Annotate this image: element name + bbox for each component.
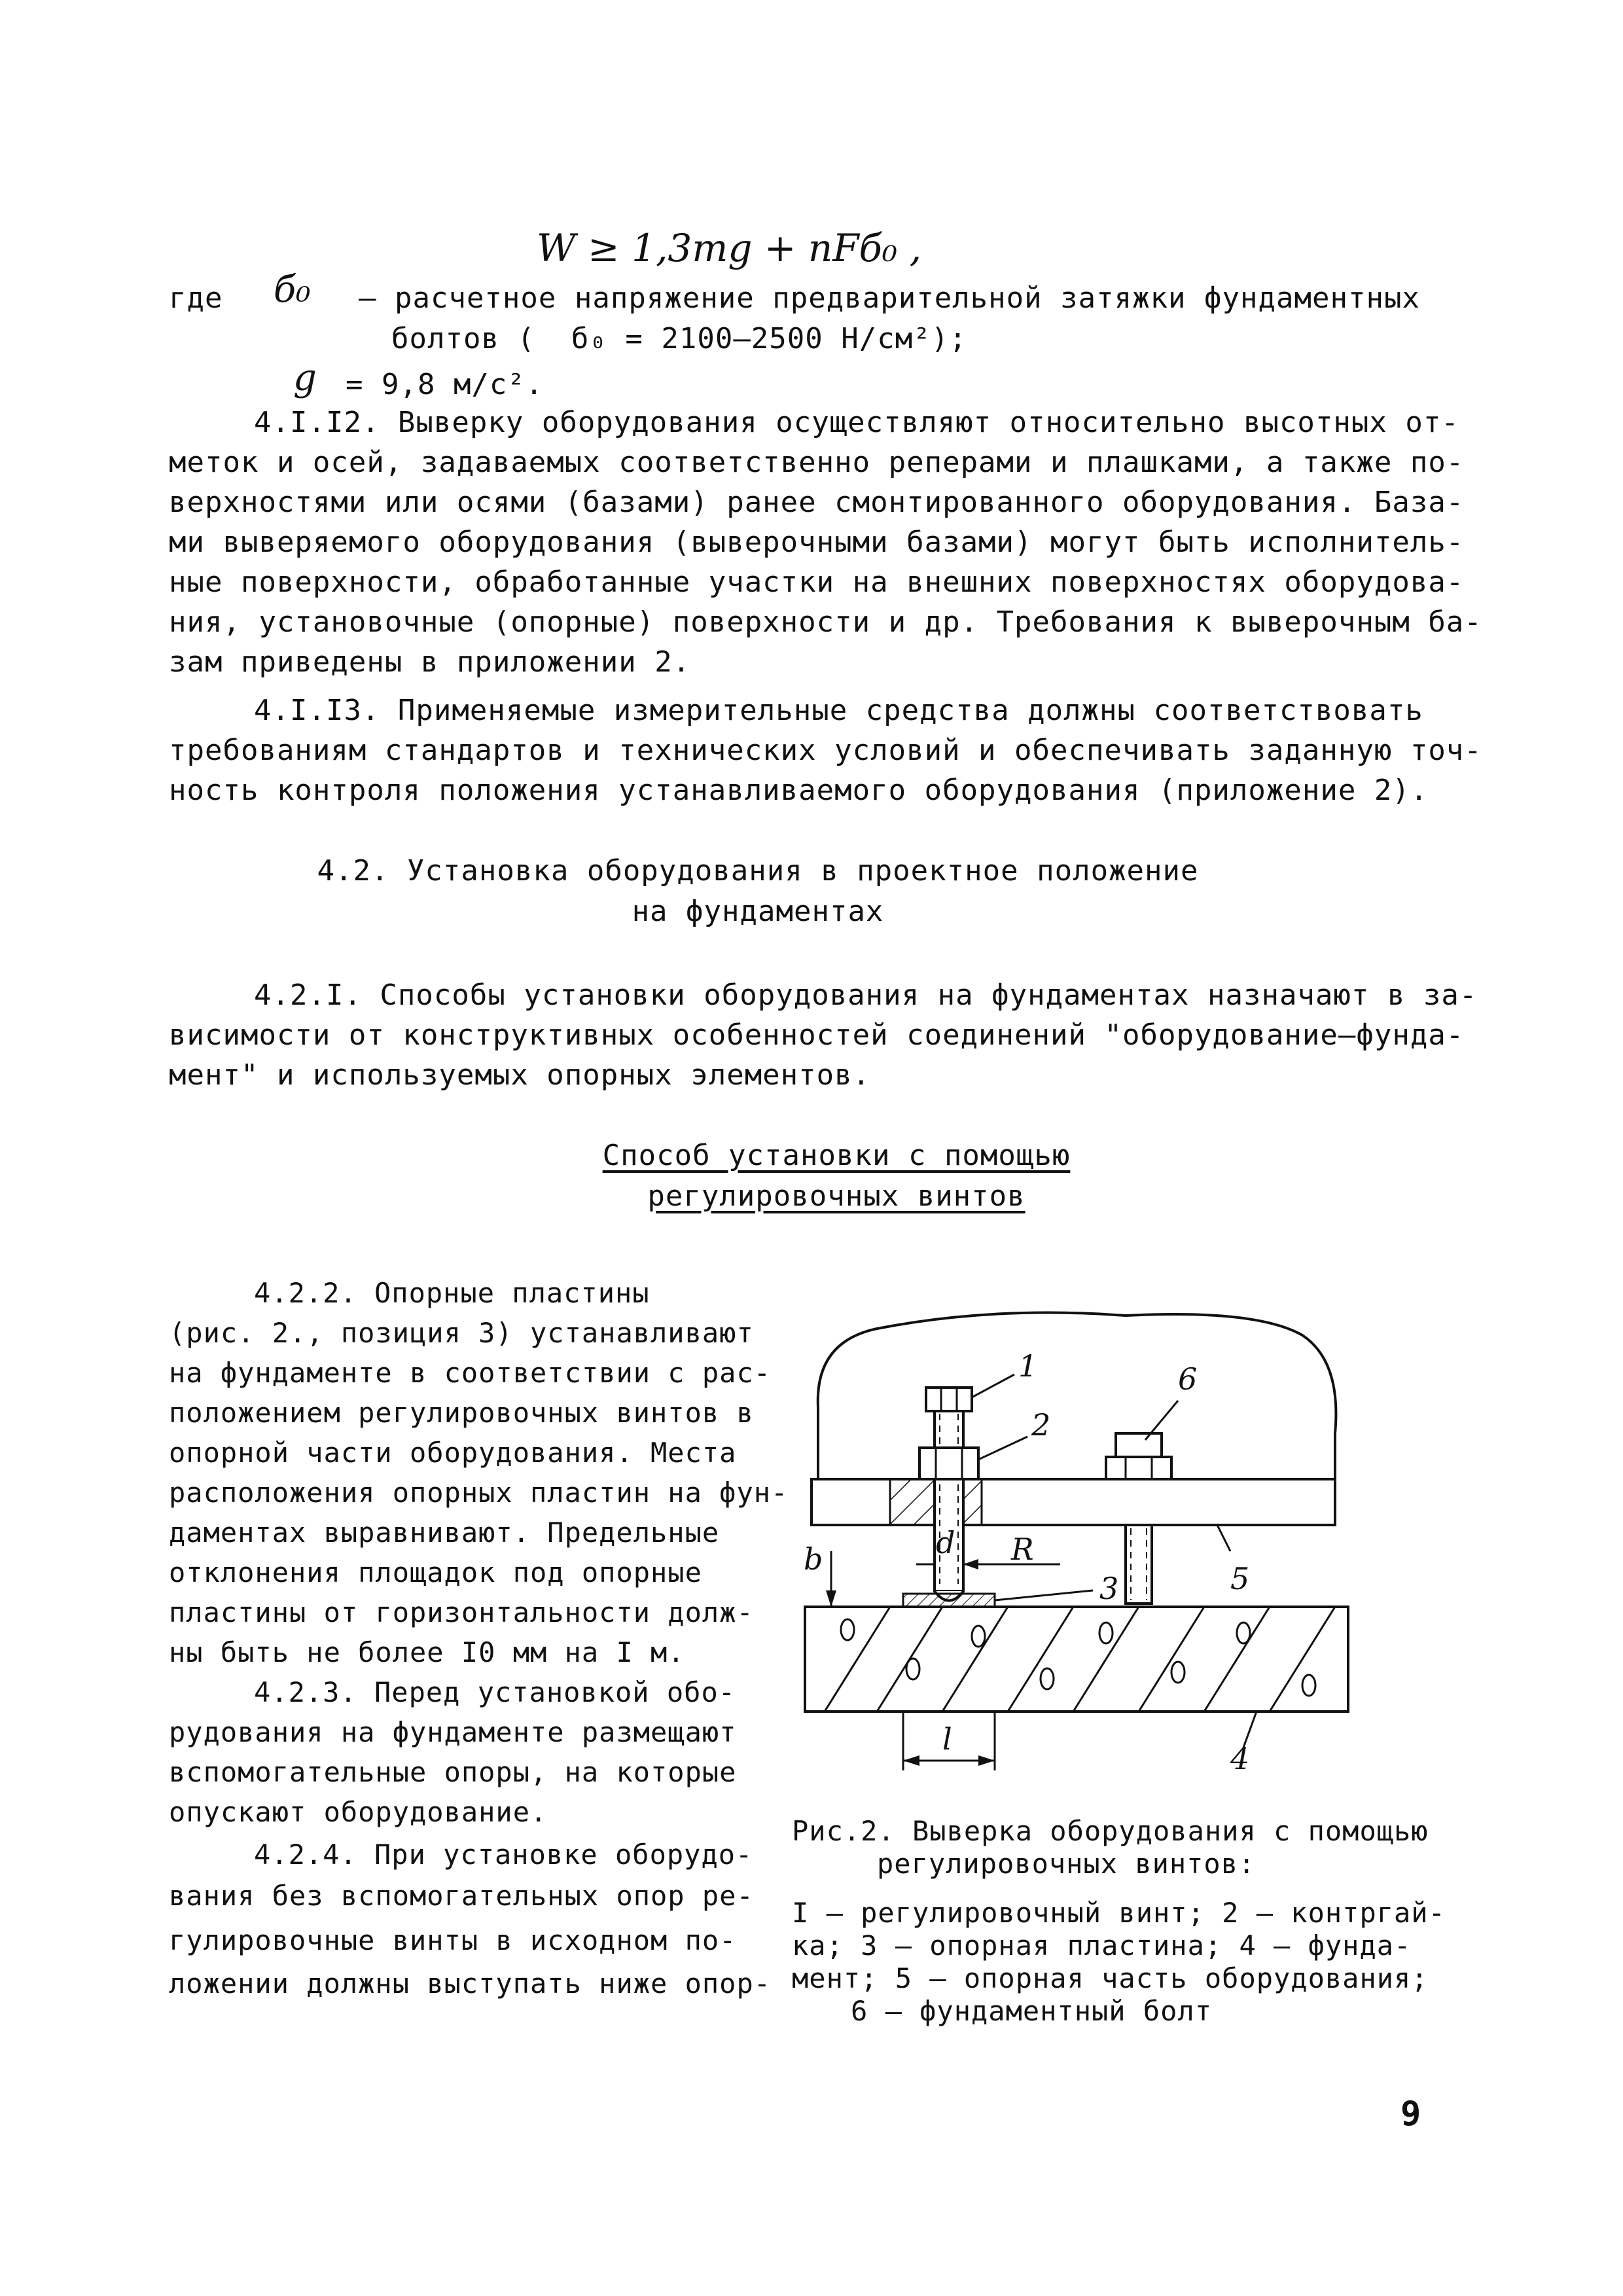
left-line-4: положением регулировочных винтов в <box>169 1397 754 1429</box>
fig-label-3: 3 <box>1099 1571 1119 1606</box>
left-line-3: на фундаменте в соответствии с рас- <box>169 1357 772 1389</box>
g-definition: = 9,8 м/с². <box>346 368 544 401</box>
figure-caption-title-2: регулировочных винтов: <box>877 1848 1256 1880</box>
p421-line-1: 4.2.I. Способы установки оборудования на фундаментах назначают в за- <box>254 978 1478 1012</box>
left-line-5: опорной части оборудования. Места <box>169 1437 737 1469</box>
bolt-nut-top <box>1116 1433 1162 1457</box>
lock-nut <box>919 1448 978 1479</box>
fig-label-b: b <box>804 1541 823 1577</box>
p4112-line-5: ные поверхности, обработанные участки на внешних поверхностях оборудова- <box>169 565 1465 599</box>
fig-label-1: 1 <box>1018 1348 1038 1384</box>
fig-label-l: l <box>942 1721 952 1757</box>
left-line-18: ложении должны выступать ниже опор- <box>169 1967 772 2000</box>
figure-legend-4: 6 – фундаментный болт <box>851 1995 1213 2027</box>
bolt-nut <box>1106 1457 1171 1479</box>
subheading-2: регулировочных винтов <box>647 1179 1026 1213</box>
sigma-definition-1: – расчетное напряжение предварительной затяжки фундаментных <box>359 281 1420 315</box>
p4113-line-1: 4.I.I3. Применяемые измерительные средства должны соответствовать <box>254 694 1423 727</box>
fig-label-r: R <box>1011 1532 1034 1567</box>
p4112-line-4: ми выверяемого оборудования (выверочными базами) могут быть исполнитель- <box>169 526 1465 559</box>
p4112-line-7: зам приведены в приложении 2. <box>169 645 691 679</box>
fig-label-5: 5 <box>1230 1561 1250 1596</box>
left-line-14: опускают оборудование. <box>169 1796 548 1828</box>
left-line-9: пластины от горизонтальности долж- <box>169 1596 754 1628</box>
page-number: 9 <box>1400 2094 1421 2134</box>
fig-label-6: 6 <box>1178 1361 1198 1397</box>
foundation-bolt-shaft <box>1126 1525 1152 1604</box>
p4112-line-3: верхностями или осями (базами) ранее смонтированного оборудования. База- <box>169 486 1465 519</box>
main-formula: W ≥ 1,3mg + nFб₀ , <box>537 226 922 270</box>
subheading-1: Способ установки с помощью <box>602 1139 1071 1172</box>
left-line-15: 4.2.4. При установке оборудо- <box>254 1839 753 1871</box>
sigma-definition-2: болтов ( б₀ = 2100–2500 Н/см²); <box>391 322 967 355</box>
screw-shaft <box>935 1411 963 1591</box>
figure-legend-3: мент; 5 – опорная часть оборудования; <box>792 1962 1429 1994</box>
figure-legend-2: ка; 3 – опорная пластина; 4 – фунда- <box>792 1929 1412 1962</box>
section-title-2: на фундаментах <box>632 895 884 928</box>
left-line-13: вспомогательные опоры, на которые <box>169 1756 737 1788</box>
left-line-16: вания без вспомогательных опор ре- <box>169 1880 754 1912</box>
figure-2-drawing <box>798 1302 1361 1774</box>
section-title-1: 4.2. Установка оборудования в проектное положение <box>317 854 1199 888</box>
figure-legend-1: I – регулировочный винт; 2 – контргай- <box>792 1897 1446 1929</box>
figure-caption-title-1: Рис.2. Выверка оборудования с помощью <box>792 1815 1429 1847</box>
left-line-6: расположения опорных пластин на фун- <box>169 1477 789 1509</box>
left-line-11: 4.2.3. Перед установкой обо- <box>254 1676 736 1708</box>
p421-line-3: мент" и используемых опорных элементов. <box>169 1058 871 1092</box>
p4113-line-3: ность контроля положения устанавливаемого оборудования (приложение 2). <box>169 774 1429 807</box>
screw-head <box>926 1388 972 1411</box>
p4112-line-6: ния, установочные (опорные) поверхности и др. Требования к выверочным ба- <box>169 605 1482 639</box>
left-line-8: отклонения площадок под опорные <box>169 1556 702 1588</box>
fig-label-d: d <box>936 1525 955 1560</box>
left-line-17: гулировочные винты в исходном по- <box>169 1924 737 1956</box>
left-line-12: рудования на фундаменте размещают <box>169 1716 737 1748</box>
where-label: где <box>169 281 223 315</box>
fig-label-2: 2 <box>1031 1407 1051 1443</box>
sigma-symbol: б₀ <box>274 268 311 311</box>
g-symbol: g <box>293 357 317 399</box>
left-line-7: даментах выравнивают. Предельные <box>169 1516 720 1549</box>
left-line-1: 4.2.2. Опорные пластины <box>254 1277 650 1309</box>
support-plate <box>903 1594 995 1607</box>
p4113-line-2: требованиям стандартов и технических условий и обеспечивать заданную точ- <box>169 734 1482 767</box>
p4112-line-1: 4.I.I2. Выверку оборудования осуществляют относительно высотных от- <box>254 406 1459 439</box>
p4112-line-2: меток и осей, задаваемых соответственно реперами и плашками, а также по- <box>169 446 1465 479</box>
left-line-2: (рис. 2., позиция 3) устанавливают <box>169 1317 754 1349</box>
fig-label-4: 4 <box>1230 1741 1250 1776</box>
left-line-10: ны быть не более I0 мм на I м. <box>169 1636 685 1668</box>
p421-line-2: висимости от конструктивных особенностей соединений "оборудование–фунда- <box>169 1018 1465 1052</box>
